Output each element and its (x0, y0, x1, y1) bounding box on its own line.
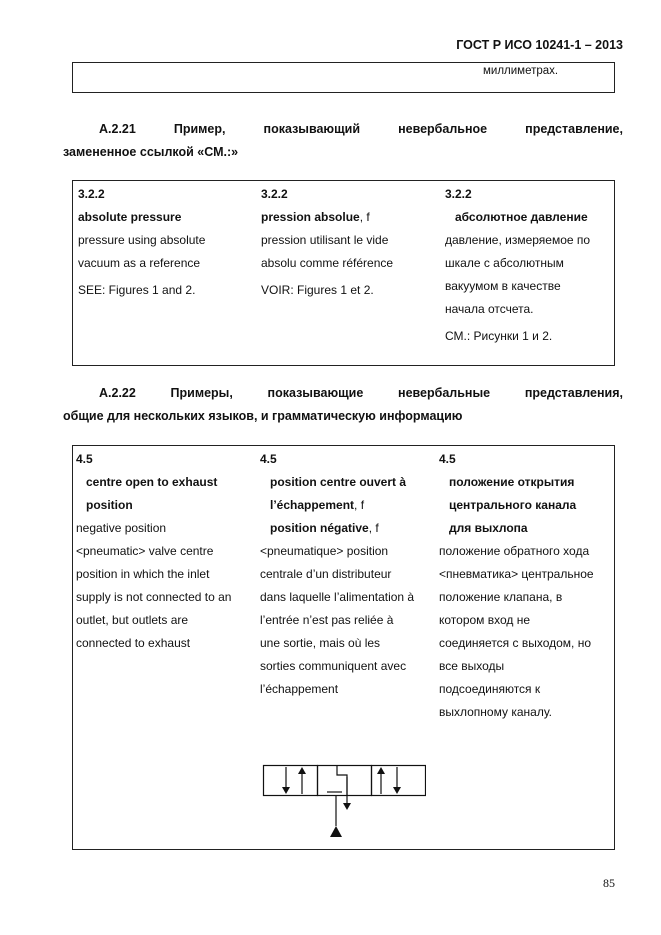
arrow-down-marker (343, 803, 351, 810)
definition-line: negative position (76, 521, 167, 535)
definition-line: шкале с абсолютным (445, 256, 564, 270)
definition-line: pressure using absolute (78, 233, 206, 247)
term-preferred: pression absolue (261, 210, 360, 224)
heading-word: показывающий (263, 122, 361, 136)
table2-english-column (76, 448, 254, 655)
table1-russian-column (445, 183, 613, 348)
definition-line: centrale d’un distributeur (260, 567, 392, 581)
term-preferred: absolute pressure (78, 210, 182, 224)
definition-line: подсоединяются к (439, 682, 541, 696)
definition-line: давление, измеряемое по (445, 233, 591, 247)
heading-word: невербальное (398, 122, 488, 136)
definition-line: все выходы (439, 659, 505, 673)
definition-line: l’échappement (260, 682, 339, 696)
definition-line: supply is not connected to an (76, 590, 232, 604)
arrow-up-marker (377, 767, 385, 774)
definition-line: vacuum as a reference (78, 256, 201, 270)
see-reference: VOIR: Figures 1 et 2. (261, 283, 374, 297)
heading-word: представление, (525, 122, 623, 136)
definition-line: начала отсчета. (445, 302, 534, 316)
arrow-up-marker (298, 767, 306, 774)
term-preferred: положение открытия (449, 475, 575, 489)
term-number: 3.2.2 (445, 187, 472, 201)
valve-symbol-figure (261, 762, 426, 842)
see-reference: СМ.: Рисунки 1 и 2. (445, 329, 553, 343)
definition-line: dans laquelle l’alimentation à (260, 590, 415, 604)
term-admitted: position négative (270, 521, 369, 535)
heading-line2: общие для нескольких языков, и грамматическую информацию (63, 409, 463, 423)
grammar-info: , f (359, 210, 370, 224)
section-a221-heading (63, 118, 623, 164)
term-number: 3.2.2 (261, 187, 288, 201)
continuation-text: миллиметрах. (483, 65, 559, 77)
definition-line: <pneumatique> position (260, 544, 389, 558)
section-a222-number: А.2.22 (99, 386, 136, 400)
definition-line: l’entrée n’est pas reliée à (260, 613, 394, 627)
heading-word: Пример, (173, 122, 226, 136)
term-number: 3.2.2 (78, 187, 105, 201)
valve-box-left (264, 766, 318, 796)
definition-line: соединяется с выходом, но (439, 636, 592, 650)
definition-line: pression utilisant le vide (261, 233, 389, 247)
table1-french-column (261, 183, 441, 302)
section-a222-heading (63, 382, 623, 428)
term-number: 4.5 (439, 452, 456, 466)
definition-line: вакуумом в качестве (445, 279, 561, 293)
heading-word: Примеры, (170, 386, 233, 400)
definition-line: котором вход не (439, 613, 531, 627)
pressure-source-triangle (330, 826, 342, 837)
definition-line: une sortie, mais où les (260, 636, 381, 650)
term-preferred-cont: центрального канала (449, 498, 577, 512)
definition-line: outlet, but outlets are (76, 613, 189, 627)
term-preferred-cont: для выхлопа (449, 521, 528, 535)
definition-line: sorties communiquent avec (260, 659, 407, 673)
term-preferred: абсолютное давление (455, 210, 588, 224)
page-number: 85 (603, 876, 615, 890)
definition-line: выхлопному каналу. (439, 705, 552, 719)
definition-line: положение клапана, в (439, 590, 563, 604)
table1-english-column (78, 183, 258, 302)
term-preferred-cont: l’échappement (270, 498, 355, 512)
table2-french-column (260, 448, 438, 701)
arrow-down-marker (282, 787, 290, 794)
definition-line: <pneumatic> valve centre (76, 544, 214, 558)
term-preferred: centre open to exhaust (86, 475, 218, 489)
grammar-info: , f (368, 521, 379, 535)
definition-line: absolu comme référence (261, 256, 394, 270)
definition-line: connected to exhaust (76, 636, 191, 650)
table2-russian-column (439, 448, 615, 724)
grammar-info: , f (354, 498, 365, 512)
section-a221-number: А.2.21 (99, 122, 136, 136)
term-number: 4.5 (76, 452, 93, 466)
definition-line: <пневматика> центральное (439, 567, 594, 581)
example-table-1 (72, 180, 615, 366)
arrow-down-marker (393, 787, 401, 794)
document-header: ГОСТ Р ИСО 10241-1 – 2013 (456, 38, 623, 52)
definition-line: position in which the inlet (76, 567, 210, 581)
heading-word: невербальные (398, 386, 491, 400)
valve-box-centre (318, 766, 372, 796)
heading-line2: замененное ссылкой «СМ.:» (63, 145, 239, 159)
heading-word: представления, (524, 386, 623, 400)
continuation-box (72, 62, 615, 93)
see-reference: SEE: Figures 1 and 2. (78, 283, 196, 297)
term-number: 4.5 (260, 452, 277, 466)
term-preferred: position centre ouvert à (270, 475, 407, 489)
heading-word: показывающие (267, 386, 364, 400)
term-preferred-cont: position (86, 498, 133, 512)
definition-line: положение обратного хода (439, 544, 590, 558)
example-table-2 (72, 445, 615, 850)
